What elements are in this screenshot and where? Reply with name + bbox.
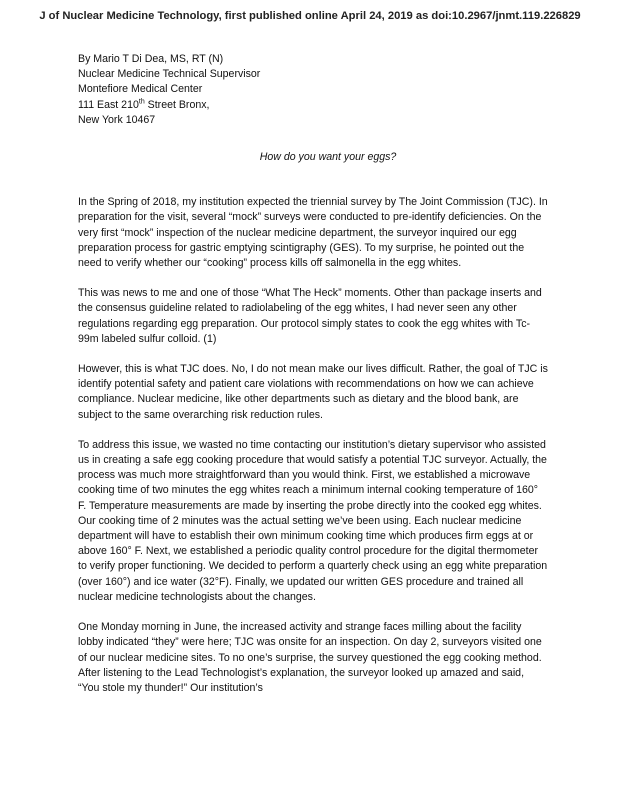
article-title: How do you want your eggs? — [259, 151, 397, 164]
author-organization: Montefiore Medical Center — [78, 83, 203, 96]
journal-citation-header: J of Nuclear Medicine Technology, first published online April 24, 2019 as doi:10.2967/jnmt.119.226829 — [39, 10, 581, 22]
document-body — [78, 42, 548, 696]
paragraph: To address this issue, we wasted no time contacting our institution’s dietary supervisor who assisted us in creating a safe egg cooking procedure that would satisfy a potential TJC surveyor. Actually, the process was much more straightforward than you would think. First, we established a microwave cooking time of two minutes the egg whites reach a minimum internal cooking temperature of 160° F. Temperature measurements are made by inserting the probe directly into the cooked egg whites. Our cooking time of 2 minutes was the actual setting we’ve been using. Each nuclear medicine department will have to establish their own minimum cooking time which produces firm eggs at or above 160° F. Next, we established a periodic quality control procedure for the digital thermometer to verify proper functioning. We decided to perform a quarterly check using an egg white preparation (over 160°) and ice water (32°F). Finally, we updated our written GES procedure and trained all nuclear medicine technologists about the changes. — [78, 438, 548, 603]
paragraph: However, this is what TJC does. No, I do not mean make our lives difficult. Rather, the goal of TJC is identify potential safety and patient care violations with recommendations on how we can achieve compliance. Nuclear medicine, like other departments such as dietary and the blood bank, are subject to the same overarching risk reduction rules. — [78, 363, 548, 421]
author-role: Nuclear Medicine Technical Supervisor — [78, 68, 261, 81]
author-street — [78, 98, 548, 113]
paragraph: One Monday morning in June, the increased activity and strange faces milling about the facility lobby indicated “they” were here; TJC was onsite for an inspection. On day 2, surveyors visited one of our nuclear medicine sites. To no one’s surprise, the survey questioned the egg cooking method. After listening to the Lead Technologist’s explanation, the surveyor looked up amazed and said, “You stole my thunder!” Our institution’s — [78, 621, 542, 694]
author-block — [78, 52, 548, 128]
paragraph: This was news to me and one of those “What The Heck” moments. Other than package inserts and the consensus guideline related to radiolabeling of the egg whites, I had never seen any other regulations regarding egg preparation. Our protocol simply states to cook the egg whites with Tc-99m labeled sulfur colloid. (1) — [78, 287, 542, 345]
author-city: New York 10467 — [78, 113, 156, 126]
street-number: 111 East 210 — [78, 98, 139, 111]
street-name: Street Bronx, — [144, 98, 210, 111]
author-byline: By Mario T Di Dea, MS, RT (N) — [78, 53, 224, 65]
street-ordinal: th — [138, 98, 145, 106]
paragraph: In the Spring of 2018, my institution expected the triennial survey by The Joint Commission (TJC). In preparation for the visit, several “mock” surveys were conducted to pre-identify deficiencies. On the very first “mock” inspection of the nuclear medicine department, the surveyor inquired our egg preparation process for gastric emptying scintigraphy (GES). To my surprise, he pointed out the need to verify whether our “cooking” process kills off salmonella in the egg whites. — [78, 196, 548, 270]
